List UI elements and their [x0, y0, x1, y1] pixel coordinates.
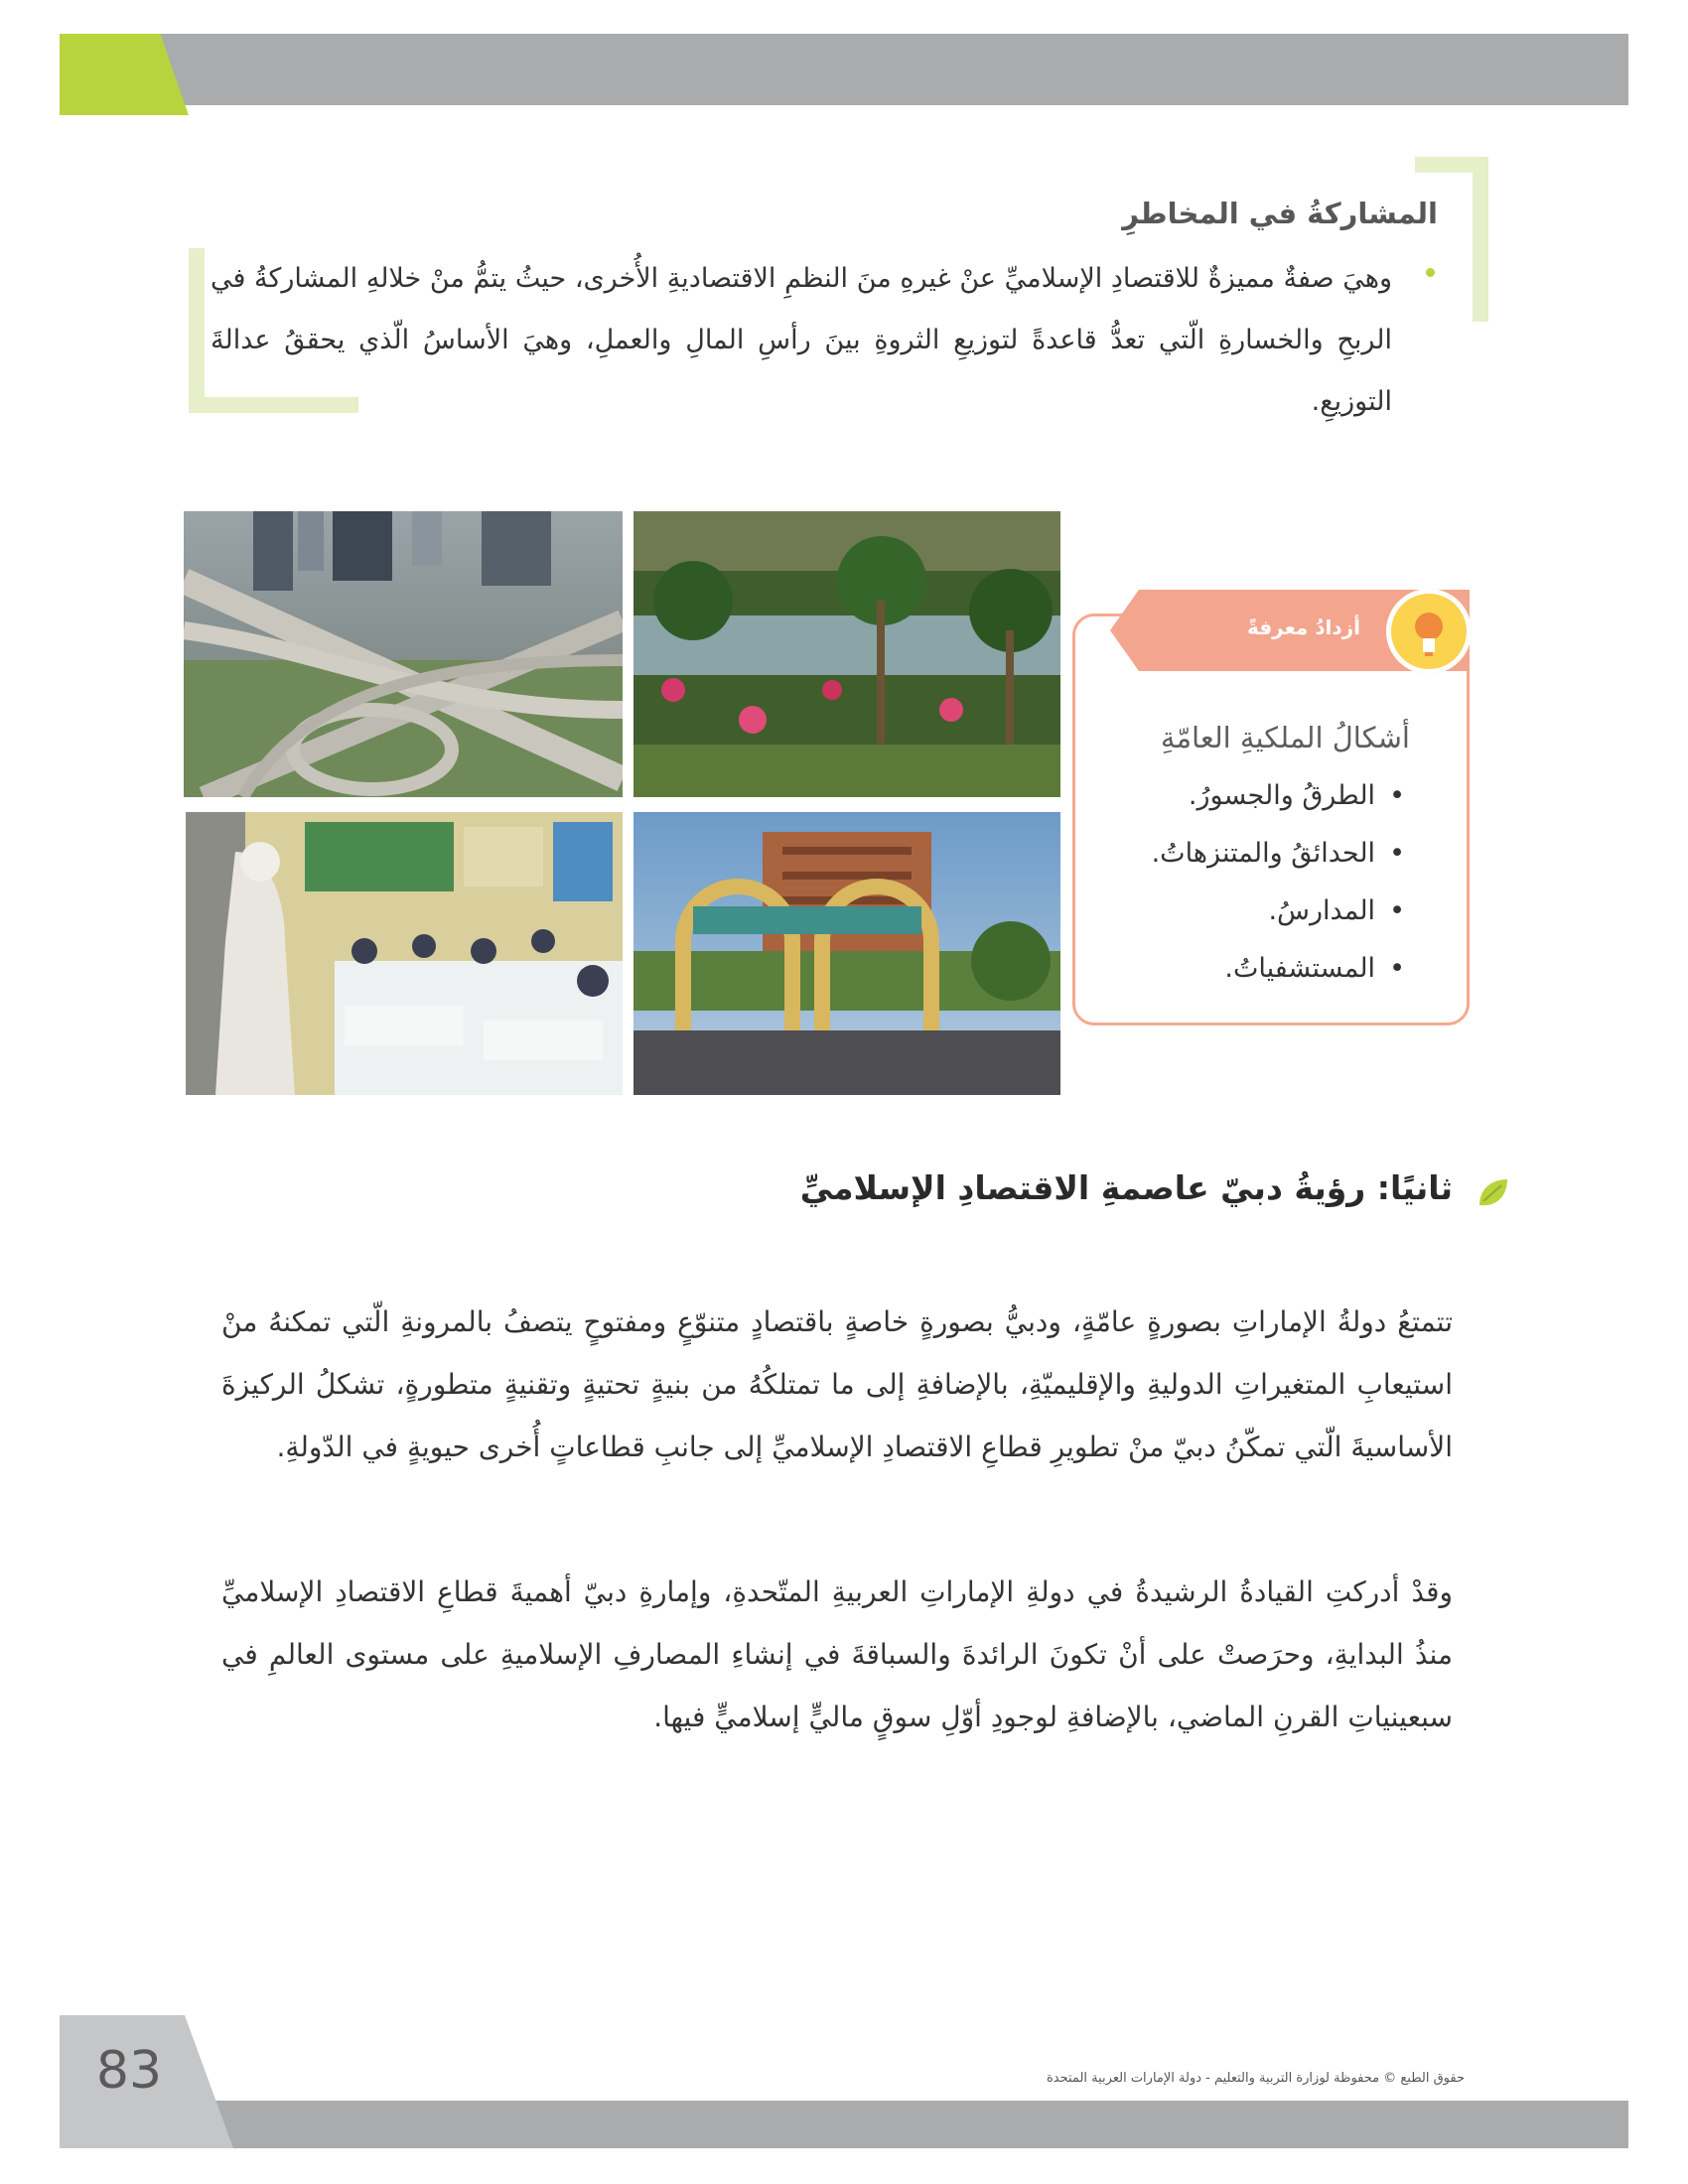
knowledge-list-item: • الطرقُ والجسورُ. — [1189, 780, 1405, 811]
page-number: 83 — [95, 2041, 163, 2101]
park-photo — [633, 511, 1060, 797]
bullet-icon — [1426, 268, 1435, 277]
header-bar — [149, 34, 1628, 105]
knowledge-box-title: أشكالُ الملكيةِ العامّةِ — [1160, 721, 1410, 754]
knowledge-list-item: • الحدائقُ والمتنزهاتُ. — [1152, 838, 1405, 869]
footer-bar — [149, 2101, 1628, 2148]
knowledge-list-item: • المدارسُ. — [1268, 895, 1405, 926]
copyright-notice: حقوق الطبع © محفوظة لوزارة التربية والتعليم - دولة الإمارات العربية المتحدة — [1046, 2071, 1465, 2086]
hospital-photo — [633, 812, 1060, 1095]
risk-sharing-title: المشاركةُ في المخاطرِ — [1122, 197, 1438, 230]
knowledge-list-item: • المستشفياتُ. — [1224, 953, 1405, 984]
box-frame-corner-top — [1415, 157, 1488, 322]
leaf-icon — [1476, 1175, 1511, 1211]
body-paragraph: تتمتعُ دولةُ الإماراتِ بصورةٍ عامّةٍ، ودبيُّ بصورةٍ خاصةٍ باقتصادٍ متنوّعٍ ومفتوحٍ يتصفُ بالمرونةِ الّتي تمكنهُ منْ استيعابِ المتغيراتِ الدوليةِ والإقليميّةِ، بالإضافةِ إلى ما تمتلكُهُ من بنيةٍ تحتيةٍ وتقنيةٍ متطورةٍ، تشكلُ الركيزةَ الأساسيةَ الّتي تمكّنُ دبيّ منْ تطويرِ قطاعِ الاقتصادِ الإسلاميِّ إلى جانبِ قطاعاتٍ أُخرى حيويةٍ في الدّولةِ. — [221, 1305, 1453, 1463]
risk-sharing-text: وهيَ صفةٌ مميزةٌ للاقتصادِ الإسلاميِّ عنْ غيرهِ منَ النظمِ الاقتصاديةِ الأُخرى، حيثُ يتمُّ منْ خلالهِ المشاركةُ في الربحِ والخسارةِ الّتي تعدُّ قاعدةً لتوزيعِ الثروةِ بينَ رأسِ المالِ والعملِ، وهيَ الأساسُ الّذي يحققُ عدالةَ التوزيعِ. — [211, 263, 1392, 417]
body-paragraph: وقدْ أدركتِ القيادةُ الرشيدةُ في دولةِ الإماراتِ العربيةِ المتّحدةِ، وإمارةِ دبيّ أهميةَ قطاعِ الاقتصادِ الإسلاميِّ منذُ البدايةِ، وحرَصتْ على أنْ تكونَ الرائدةَ والسباقةَ في إنشاءِ المصارفِ الإسلاميةِ على مستوى العالمِ في سبعينياتِ القرنِ الماضي، بالإضافةِ لوجودِ أوّلِ سوقٍ ماليٍّ إسلاميٍّ فيها. — [221, 1575, 1453, 1733]
section-title: ثانيًا: رؤيةُ دبيّ عاصمةِ الاقتصادِ الإسلاميِّ — [799, 1168, 1453, 1207]
classroom-photo — [186, 812, 623, 1095]
highway-photo — [184, 511, 623, 797]
lightbulb-icon — [1386, 589, 1472, 674]
knowledge-banner-label: أزدادُ معرفةً — [1246, 615, 1360, 639]
